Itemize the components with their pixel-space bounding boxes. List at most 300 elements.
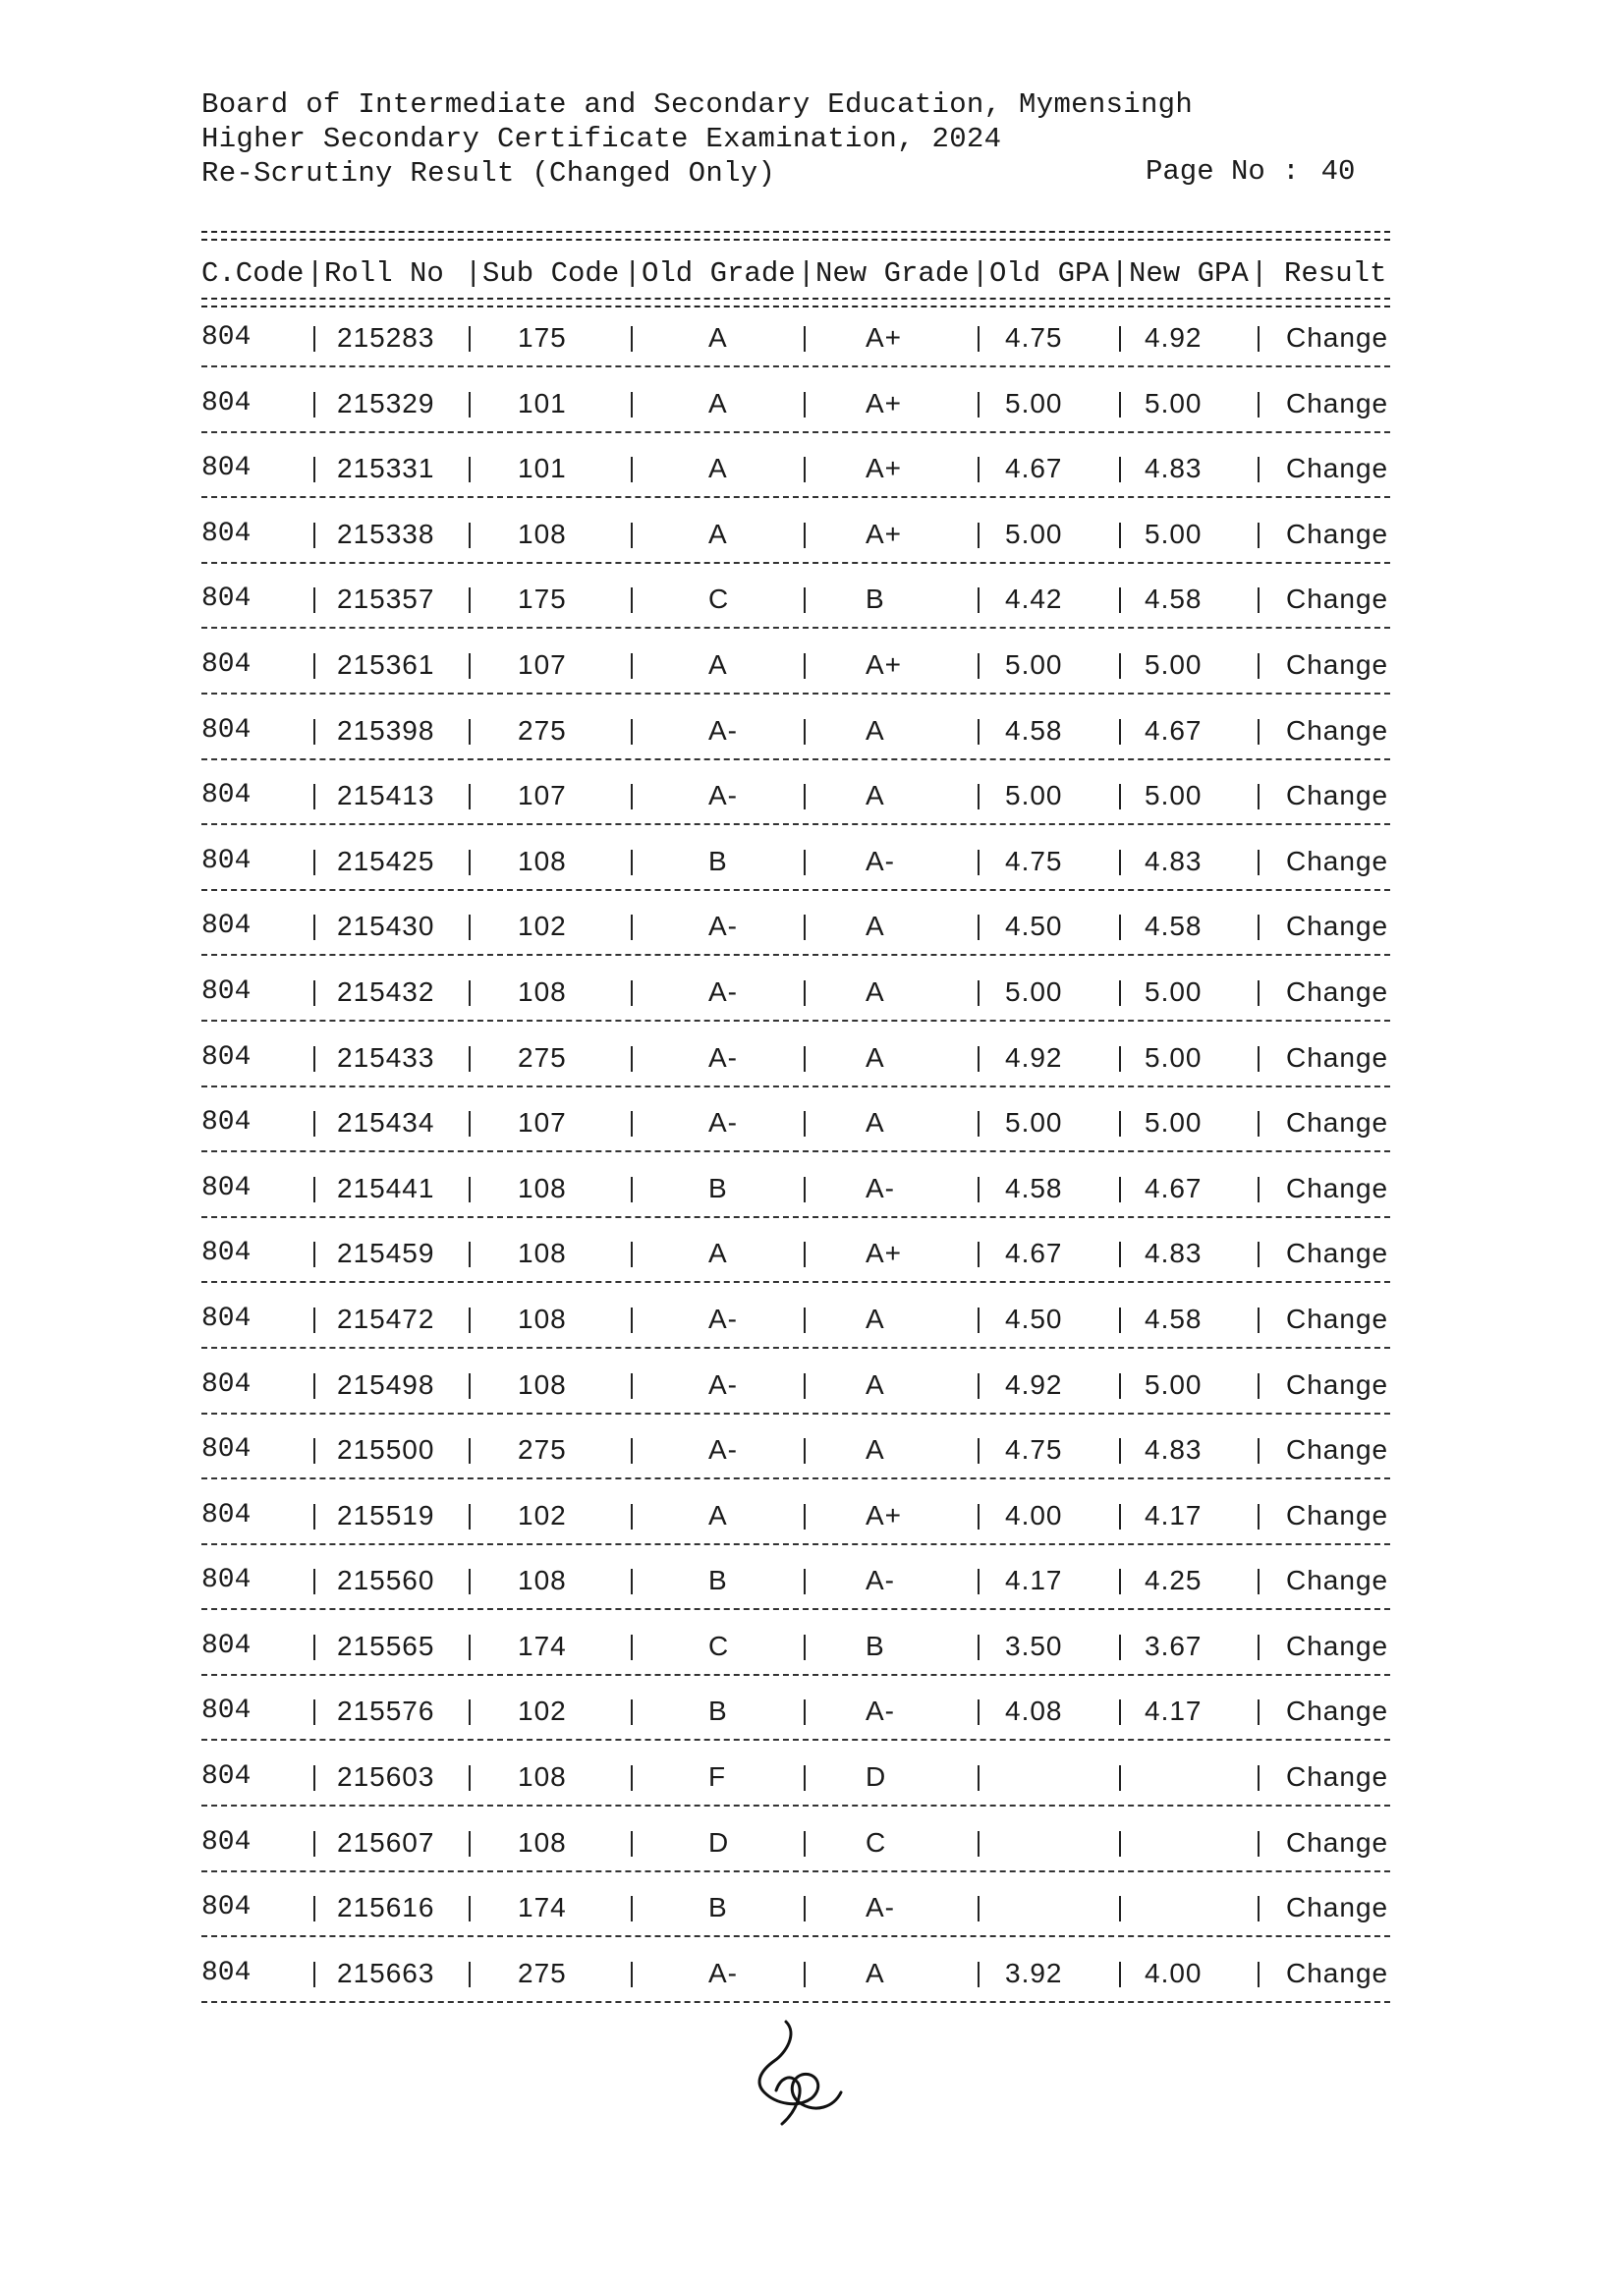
cell-new-gpa: 4.58 [1145,584,1203,615]
column-separator [631,1308,633,1333]
cell-sub-code: 108 [518,845,567,876]
column-separator [313,587,315,613]
column-separator [1258,392,1260,417]
cell-old-grade: A [708,453,728,484]
cell-old-gpa: 3.50 [1005,1630,1063,1661]
cell-old-grade: D [708,1826,730,1858]
cell-new-grade: A- [866,1172,895,1203]
column-separator [313,523,315,548]
cell-sub-code: 102 [518,1499,567,1531]
page-number: 40 [1320,155,1356,188]
cell-result: Change [1286,911,1389,942]
column-separator [631,1504,633,1530]
cell-sub-code: 101 [518,453,567,484]
column-separator [978,980,980,1006]
cell-old-grade: A- [708,1107,738,1139]
column-separator [978,1896,980,1921]
column-separator [313,719,315,745]
result-title: Re-Scrutiny Result (Changed Only) [201,157,776,190]
cell-ccode: 804 [201,453,252,484]
cell-result: Change [1286,584,1389,615]
cell-ccode: 804 [201,911,252,942]
cell-old-grade: B [708,1892,728,1923]
cell-old-gpa: 5.00 [1005,1107,1063,1139]
row-divider [201,1935,1390,1937]
cell-new-gpa: 4.25 [1145,1565,1203,1596]
cell-roll: 215331 [337,453,435,484]
column-separator [313,784,315,809]
cell-sub-code: 275 [518,1434,567,1466]
row-divider [201,365,1390,367]
page-number-label [1146,155,1355,188]
column-separator [978,1111,980,1137]
cell-new-grade: A [866,780,885,811]
cell-old-grade: A [708,1238,728,1269]
column-separator [1119,1831,1121,1857]
column-separator [313,1177,315,1202]
cell-old-grade: A- [708,911,738,942]
column-separator [1119,1438,1121,1464]
table-header [201,257,1390,293]
column-separator [978,1438,980,1464]
column-separator [1258,1438,1260,1464]
cell-result: Change [1286,1826,1389,1858]
cell-roll: 215565 [337,1630,435,1661]
cell-ccode: 804 [201,1892,252,1923]
cell-result: Change [1286,975,1389,1007]
column-separator [631,915,633,940]
table-row [201,1817,1390,1883]
cell-ccode: 804 [201,1434,252,1466]
col-sep-6: | [1111,257,1129,290]
cell-result: Change [1286,1368,1389,1400]
row-divider [201,1216,1390,1218]
cell-old-grade: C [708,584,730,615]
cell-roll: 215357 [337,584,435,615]
cell-old-gpa: 5.00 [1005,387,1063,418]
cell-old-gpa: 5.00 [1005,648,1063,680]
column-separator [978,915,980,940]
column-separator [1119,1896,1121,1921]
column-separator [978,1699,980,1725]
row-divider [201,758,1390,760]
column-separator [313,1699,315,1725]
page-label-text: Page No : [1146,155,1300,188]
cell-new-grade: A [866,975,885,1007]
column-separator [804,1308,806,1333]
cell-new-grade: D [866,1761,887,1793]
cell-ccode: 804 [201,584,252,615]
column-separator [313,653,315,679]
cell-ccode: 804 [201,1303,252,1334]
cell-ccode: 804 [201,1565,252,1596]
cell-result: Change [1286,387,1389,418]
cell-result: Change [1286,1630,1389,1661]
cell-new-gpa: 4.17 [1145,1499,1203,1531]
column-separator [1258,523,1260,548]
col-old-grade: Old Grade [642,257,796,290]
column-separator [631,1242,633,1267]
column-separator [1119,1569,1121,1594]
cell-old-gpa: 4.50 [1005,1303,1063,1334]
table-row [201,1752,1390,1817]
column-separator [469,1111,471,1137]
column-separator [1258,457,1260,482]
cell-new-gpa: 5.00 [1145,518,1203,549]
cell-result: Change [1286,780,1389,811]
column-separator [1258,1635,1260,1660]
cell-old-grade: A- [708,1434,738,1466]
cell-result: Change [1286,518,1389,549]
cell-old-grade: A [708,1499,728,1531]
cell-result: Change [1286,1565,1389,1596]
cell-old-gpa: 5.00 [1005,780,1063,811]
row-divider [201,1020,1390,1022]
column-separator [804,1504,806,1530]
column-separator [804,1765,806,1791]
table-row [201,705,1390,771]
cell-result: Change [1286,1107,1389,1139]
header-double-rule [201,298,1390,307]
cell-old-grade: A [708,387,728,418]
column-separator [804,980,806,1006]
col-sep-7: | [1251,257,1268,290]
col-result: Result [1284,257,1387,290]
row-divider [201,1477,1390,1479]
column-separator [1258,326,1260,352]
cell-old-gpa: 4.50 [1005,911,1063,942]
cell-ccode: 804 [201,1761,252,1793]
cell-roll: 215425 [337,845,435,876]
column-separator [469,915,471,940]
column-separator [631,1896,633,1921]
cell-new-gpa: 5.00 [1145,648,1203,680]
cell-old-gpa: 4.58 [1005,1172,1063,1203]
row-divider [201,1543,1390,1545]
cell-old-gpa: 4.08 [1005,1696,1063,1727]
cell-new-grade: B [866,1630,885,1661]
row-divider [201,1805,1390,1807]
column-separator [1119,1308,1121,1333]
table-row [201,509,1390,575]
column-separator [1119,523,1121,548]
column-separator [1119,980,1121,1006]
top-double-rule [201,231,1390,241]
col-old-gpa: Old GPA [989,257,1109,290]
cell-old-gpa: 4.58 [1005,714,1063,746]
signature-mark [747,2014,855,2142]
cell-sub-code: 275 [518,714,567,746]
cell-old-grade: C [708,1630,730,1661]
table-row [201,1097,1390,1163]
cell-old-grade: F [708,1761,727,1793]
column-separator [978,392,980,417]
column-separator [1119,1962,1121,1987]
cell-old-gpa: 5.00 [1005,518,1063,549]
cell-new-grade: A [866,1107,885,1139]
column-separator [804,1438,806,1464]
cell-sub-code: 108 [518,1565,567,1596]
column-separator [1258,915,1260,940]
cell-sub-code: 108 [518,1368,567,1400]
table-row [201,1163,1390,1229]
column-separator [469,1635,471,1660]
cell-roll: 215603 [337,1761,435,1793]
column-separator [1119,719,1121,745]
table-row [201,378,1390,444]
column-separator [469,392,471,417]
column-separator [1119,1111,1121,1137]
cell-new-grade: A+ [866,518,903,549]
column-separator [469,1699,471,1725]
row-divider [201,1608,1390,1610]
row-divider [201,1739,1390,1741]
column-separator [313,1111,315,1137]
cell-sub-code: 108 [518,1172,567,1203]
cell-roll: 215361 [337,648,435,680]
col-new-gpa: New GPA [1129,257,1249,290]
column-separator [978,1962,980,1987]
cell-new-gpa: 5.00 [1145,975,1203,1007]
cell-ccode: 804 [201,1368,252,1400]
cell-sub-code: 102 [518,911,567,942]
cell-old-gpa: 4.92 [1005,1041,1063,1073]
row-divider [201,496,1390,498]
row-divider [201,1150,1390,1152]
row-divider [201,1674,1390,1676]
column-separator [1119,1177,1121,1202]
cell-ccode: 804 [201,518,252,549]
cell-sub-code: 175 [518,322,567,353]
cell-ccode: 804 [201,714,252,746]
column-separator [978,719,980,745]
col-sep-3: | [624,257,642,290]
column-separator [469,1765,471,1791]
column-separator [978,523,980,548]
column-separator [978,1373,980,1399]
column-separator [804,1962,806,1987]
cell-sub-code: 102 [518,1696,567,1727]
results-table-body [201,312,1390,2013]
row-divider [201,889,1390,891]
column-separator [469,523,471,548]
cell-new-grade: A- [866,1565,895,1596]
cell-old-grade: A- [708,1957,738,1988]
cell-sub-code: 174 [518,1630,567,1661]
cell-old-grade: B [708,1696,728,1727]
column-separator [631,457,633,482]
cell-old-gpa: 4.17 [1005,1565,1063,1596]
column-separator [804,1831,806,1857]
row-divider [201,823,1390,825]
column-separator [804,719,806,745]
table-row [201,1228,1390,1294]
column-separator [631,1046,633,1072]
column-separator [313,1308,315,1333]
column-separator [1119,587,1121,613]
cell-roll: 215459 [337,1238,435,1269]
col-sub: Sub Code [482,257,620,290]
cell-new-grade: A+ [866,1238,903,1269]
row-divider [201,1347,1390,1349]
cell-sub-code: 108 [518,1238,567,1269]
column-separator [469,1569,471,1594]
column-separator [1258,653,1260,679]
row-divider [201,1413,1390,1415]
column-separator [631,1373,633,1399]
column-separator [804,1111,806,1137]
column-separator [804,1699,806,1725]
column-separator [1258,784,1260,809]
table-row [201,574,1390,640]
cell-roll: 215398 [337,714,435,746]
table-row [201,1490,1390,1556]
table-row [201,901,1390,967]
column-separator [1258,1831,1260,1857]
column-separator [1119,784,1121,809]
table-row [201,836,1390,902]
cell-old-grade: A- [708,714,738,746]
cell-roll: 215329 [337,387,435,418]
cell-roll: 215432 [337,975,435,1007]
cell-result: Change [1286,714,1389,746]
column-separator [1119,457,1121,482]
table-row [201,1686,1390,1752]
column-separator [1119,1699,1121,1725]
table-row [201,640,1390,705]
cell-sub-code: 175 [518,584,567,615]
cell-new-grade: A+ [866,1499,903,1531]
table-row [201,312,1390,378]
column-separator [978,1635,980,1660]
row-divider [201,1870,1390,1872]
cell-new-gpa: 5.00 [1145,1041,1203,1073]
column-separator [1258,1896,1260,1921]
column-separator [469,784,471,809]
column-separator [1258,1177,1260,1202]
cell-new-grade: A [866,1303,885,1334]
row-divider [201,954,1390,956]
cell-new-gpa: 5.00 [1145,387,1203,418]
cell-roll: 215434 [337,1107,435,1139]
column-separator [469,1177,471,1202]
cell-sub-code: 107 [518,648,567,680]
column-separator [631,326,633,352]
cell-ccode: 804 [201,648,252,680]
cell-new-gpa: 4.83 [1145,453,1203,484]
column-separator [978,1504,980,1530]
cell-old-gpa: 3.92 [1005,1957,1063,1988]
column-separator [804,457,806,482]
cell-roll: 215413 [337,780,435,811]
column-separator [804,784,806,809]
column-separator [1119,653,1121,679]
cell-ccode: 804 [201,1630,252,1661]
cell-old-grade: A [708,322,728,353]
cell-old-grade: B [708,845,728,876]
cell-new-gpa: 4.17 [1145,1696,1203,1727]
cell-sub-code: 108 [518,1761,567,1793]
column-separator [469,587,471,613]
col-sep-1: | [307,257,324,290]
column-separator [1119,850,1121,875]
cell-old-gpa: 4.75 [1005,322,1063,353]
cell-old-grade: A- [708,975,738,1007]
cell-result: Change [1286,1434,1389,1466]
column-separator [469,1438,471,1464]
cell-new-gpa: 5.00 [1145,780,1203,811]
column-separator [978,1242,980,1267]
cell-new-gpa: 4.67 [1145,714,1203,746]
column-separator [1258,1962,1260,1987]
table-row [201,1882,1390,1948]
column-separator [631,1438,633,1464]
cell-result: Change [1286,1761,1389,1793]
column-separator [1119,1046,1121,1072]
cell-ccode: 804 [201,1107,252,1139]
cell-sub-code: 108 [518,1303,567,1334]
column-separator [804,1896,806,1921]
cell-new-grade: B [866,584,885,615]
cell-ccode: 804 [201,1238,252,1269]
cell-ccode: 804 [201,1499,252,1531]
cell-sub-code: 275 [518,1957,567,1988]
column-separator [978,457,980,482]
cell-new-grade: C [866,1826,887,1858]
column-separator [1258,1504,1260,1530]
column-separator [1258,1111,1260,1137]
column-separator [631,784,633,809]
column-separator [1258,719,1260,745]
column-separator [631,653,633,679]
cell-ccode: 804 [201,322,252,353]
column-separator [631,719,633,745]
cell-new-grade: A [866,911,885,942]
column-separator [804,523,806,548]
column-separator [1119,1504,1121,1530]
table-row [201,967,1390,1032]
column-separator [804,1569,806,1594]
cell-result: Change [1286,322,1389,353]
column-separator [313,1046,315,1072]
cell-ccode: 804 [201,1041,252,1073]
cell-sub-code: 107 [518,780,567,811]
cell-result: Change [1286,1172,1389,1203]
cell-new-gpa: 4.92 [1145,322,1203,353]
column-separator [469,1831,471,1857]
column-separator [978,1046,980,1072]
column-separator [978,587,980,613]
cell-roll: 215519 [337,1499,435,1531]
column-separator [469,1962,471,1987]
cell-result: Change [1286,845,1389,876]
cell-new-grade: A [866,1041,885,1073]
column-separator [1258,1242,1260,1267]
cell-new-grade: A- [866,1696,895,1727]
table-row [201,1360,1390,1425]
column-separator [631,523,633,548]
cell-new-gpa: 4.00 [1145,1957,1203,1988]
cell-roll: 215283 [337,322,435,353]
column-separator [631,392,633,417]
cell-sub-code: 174 [518,1892,567,1923]
row-divider [201,431,1390,433]
column-separator [313,392,315,417]
table-row [201,1621,1390,1687]
column-separator [313,326,315,352]
column-separator [978,326,980,352]
column-separator [313,1504,315,1530]
